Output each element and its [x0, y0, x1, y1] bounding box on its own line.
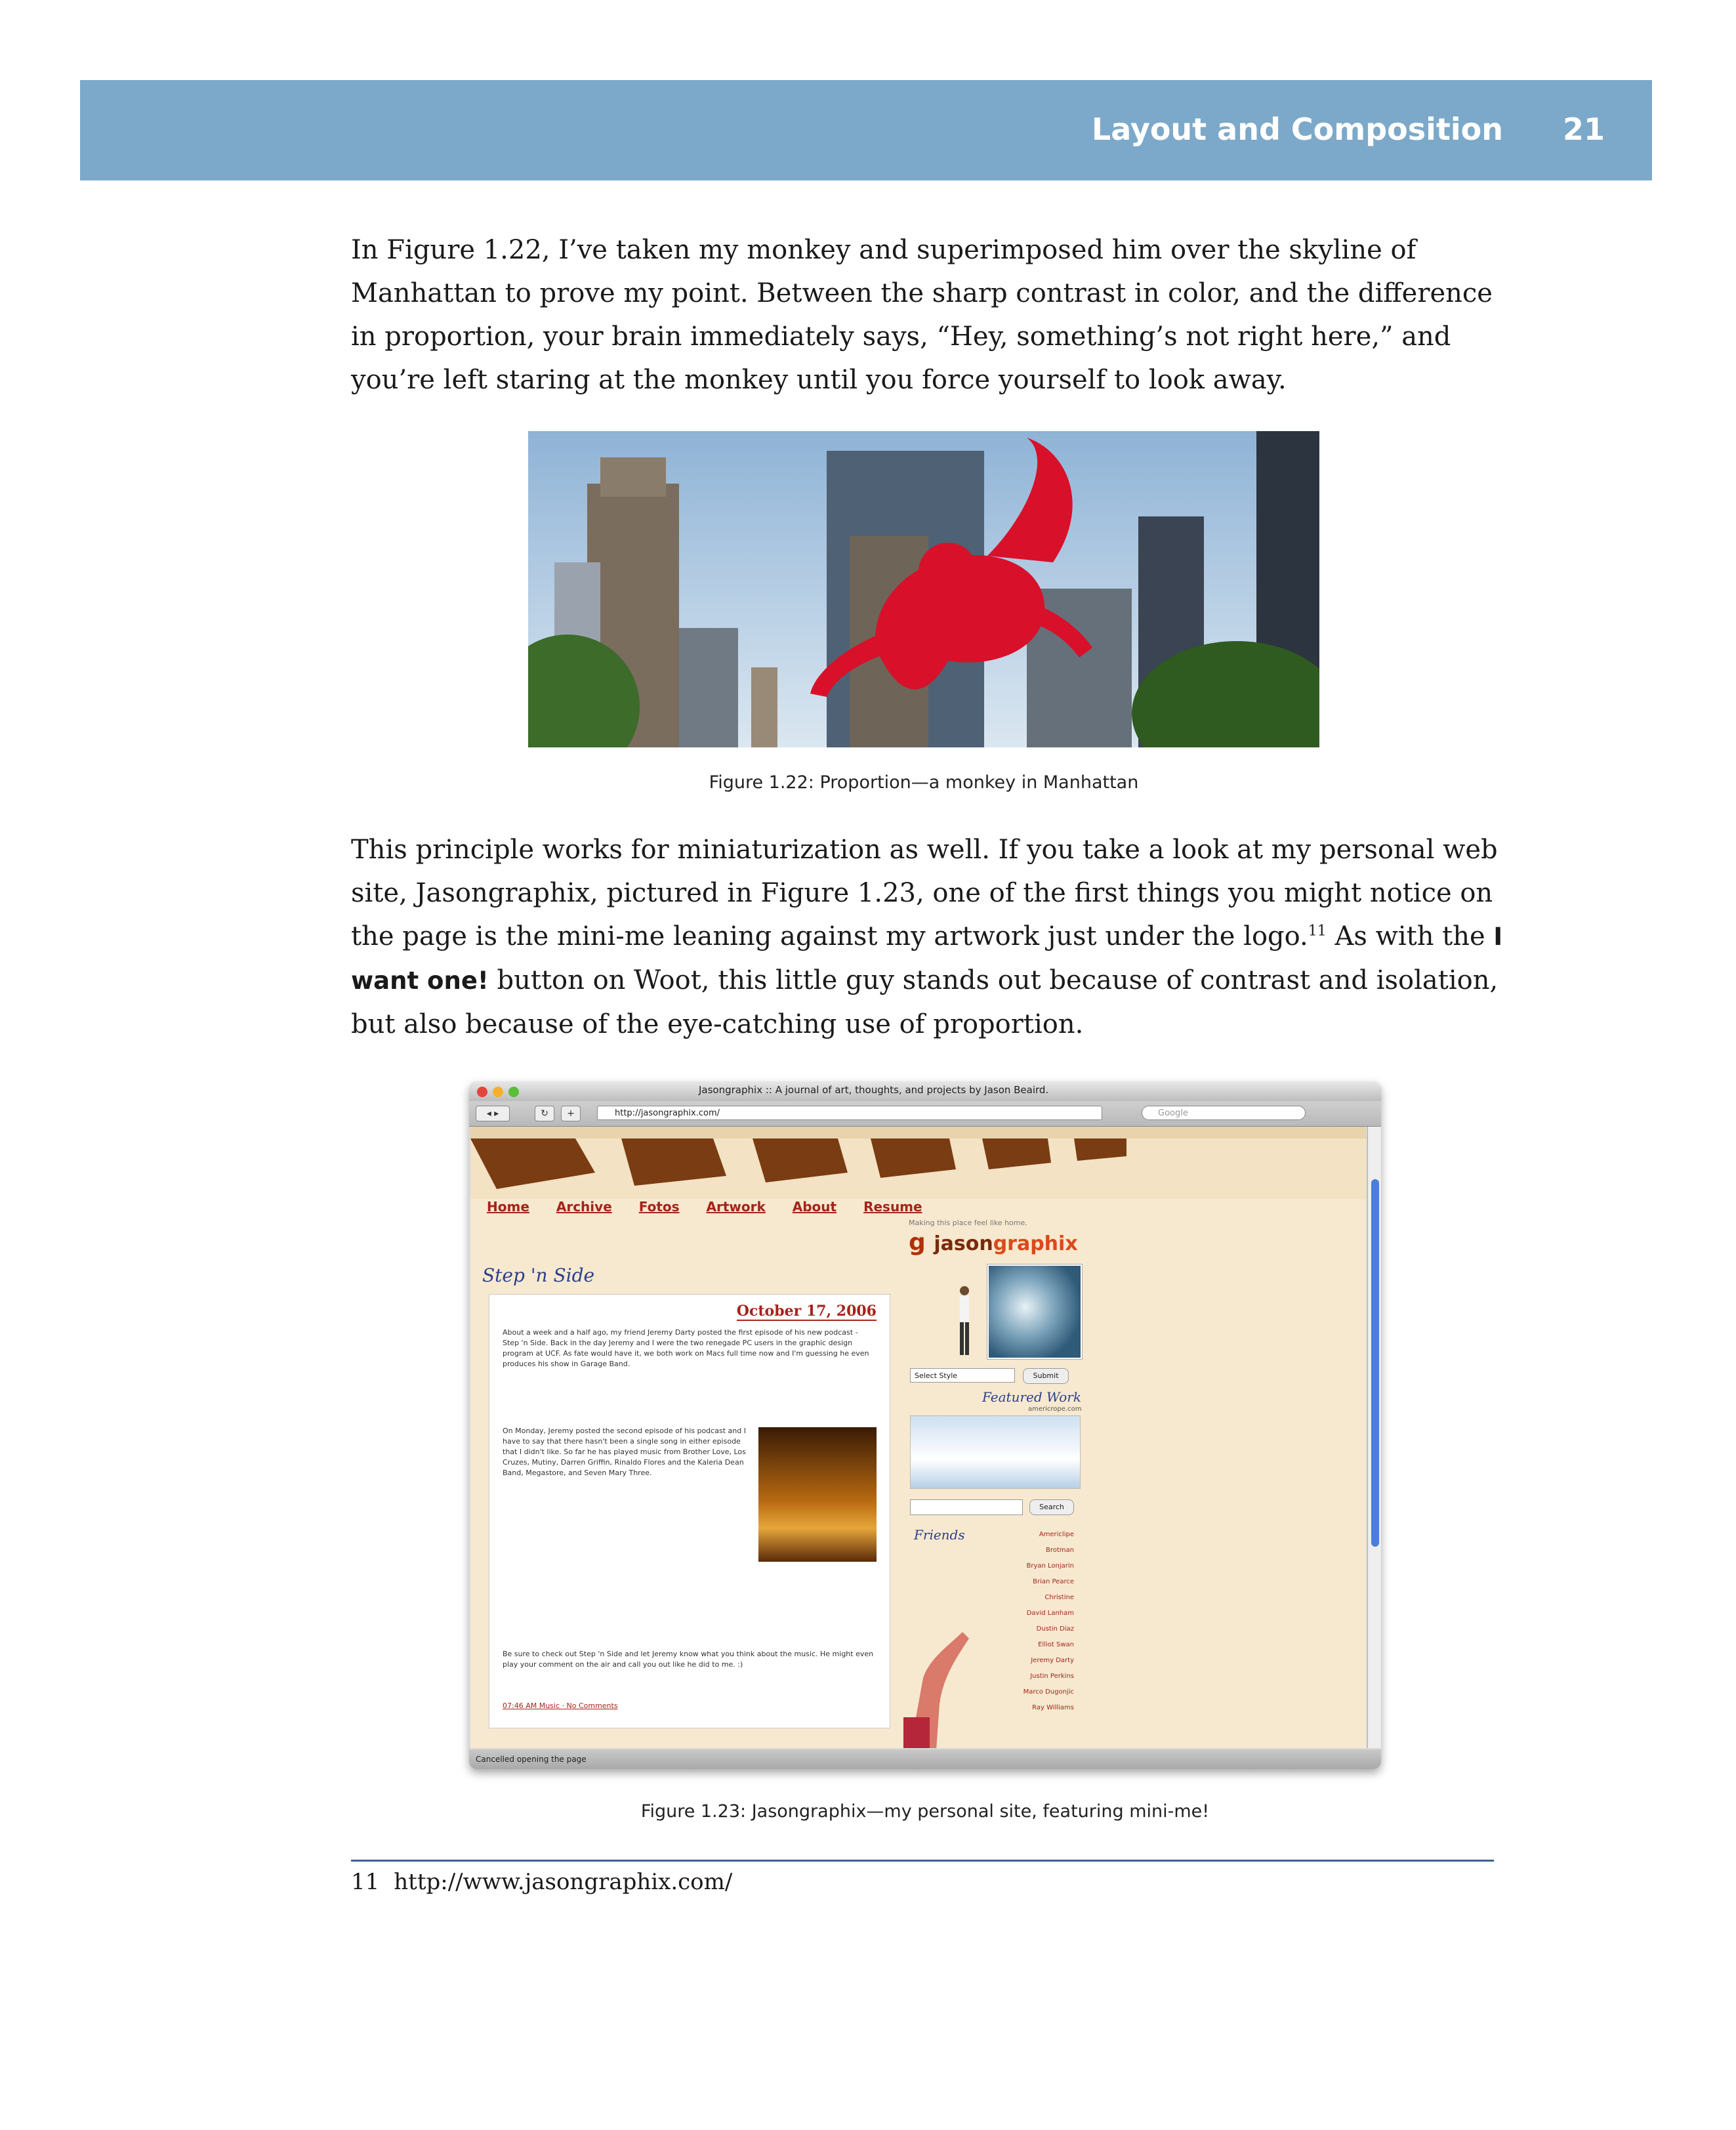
- vertical-scrollbar[interactable]: [1367, 1127, 1381, 1748]
- scrollbar-thumb[interactable]: [1371, 1179, 1379, 1547]
- paragraph-2: [351, 828, 1506, 1046]
- add-bookmark-icon[interactable]: +: [561, 1106, 581, 1121]
- footnote-reference: 11: [1308, 923, 1327, 940]
- friend-link[interactable]: Bryan Lonjarin: [1026, 1562, 1074, 1570]
- wooden-beams-banner: [470, 1127, 1366, 1199]
- footnote: [351, 1869, 732, 1895]
- site-search-button[interactable]: Search: [1029, 1499, 1074, 1515]
- logo-jason: jason: [934, 1232, 993, 1255]
- friend-link[interactable]: Christine: [1044, 1594, 1074, 1601]
- nav-fotos[interactable]: Fotos: [638, 1199, 680, 1215]
- friend-link[interactable]: Marco Dugonjic: [1023, 1688, 1074, 1696]
- paragraph-2-part-3: button on Woot, this little guy stands out because of contrast and isolation, but also because of the eye-catching use of proportion.: [351, 965, 1498, 1039]
- friend-link[interactable]: Dustin Diaz: [1036, 1625, 1074, 1633]
- jasongraphix-logo[interactable]: [909, 1229, 1078, 1256]
- figure-1-22-caption: Figure 1.22: Proportion—a monkey in Manhattan: [709, 772, 1139, 793]
- site-navigation: [487, 1199, 945, 1215]
- friend-link[interactable]: Brotman: [1046, 1547, 1074, 1554]
- logo-g: g: [909, 1229, 926, 1256]
- address-bar[interactable]: http://jasongraphix.com/: [597, 1106, 1102, 1120]
- friend-link[interactable]: Justin Perkins: [1030, 1673, 1074, 1680]
- site-search-input[interactable]: [910, 1499, 1023, 1515]
- featured-work-thumbnail[interactable]: [910, 1415, 1081, 1489]
- paragraph-2-text: [351, 828, 1506, 1046]
- i-want-one-bold: I want one!: [351, 923, 1503, 995]
- manhattan-monkey-image: [528, 431, 1319, 747]
- logo-graphix: graphix: [993, 1232, 1078, 1255]
- hands-artwork-image: [903, 1619, 976, 1748]
- nav-archive[interactable]: Archive: [556, 1199, 612, 1215]
- post-paragraph-1: About a week and a half ago, my friend Jeremy Darty posted the first episode of his new podcast - Step 'n Side. Back in the day Jeremy and I were the two renegade PC users in the graphic design program at UCF. As fate would have it, we both work on Macs full time now and I'm guessing he even produces his show in Garage Band.: [503, 1328, 869, 1368]
- close-window-icon[interactable]: [477, 1087, 487, 1097]
- footnote-url[interactable]: http://www.jasongraphix.com/: [394, 1869, 733, 1895]
- nav-home[interactable]: Home: [487, 1199, 529, 1215]
- paragraph-1-text: In Figure 1.22, I’ve taken my monkey and superimposed him over the skyline of Manhattan to prove my point. Between the sharp contrast in color, and the difference in proportion, your brain immediately says, “Hey, something’s not right here,” and you’re left staring at the monkey until you force yourself to look away.: [351, 235, 1493, 395]
- nav-resume[interactable]: Resume: [863, 1199, 922, 1215]
- browser-toolbar: [469, 1101, 1381, 1127]
- paragraph-2-part-2: As with the: [1326, 921, 1494, 951]
- featured-artwork-photo[interactable]: [987, 1264, 1082, 1359]
- figure-1-23-caption: Figure 1.23: Jasongraphix—my personal site, featuring mini-me!: [640, 1801, 1210, 1822]
- style-select[interactable]: Select Style: [910, 1368, 1015, 1383]
- footnote-number: 11: [351, 1869, 380, 1895]
- post-date: October 17, 2006: [736, 1303, 877, 1320]
- browser-window-title: Jasongraphix :: A journal of art, thoughts, and projects by Jason Beaird.: [699, 1084, 1049, 1096]
- browser-status-bar: Cancelled opening the page: [469, 1749, 1381, 1769]
- minimize-window-icon[interactable]: [493, 1087, 503, 1097]
- paragraph-2-part-1: This principle works for miniaturization as well. If you take a look at my personal web site, Jasongraphix, pictured in Figure 1.23, one of the first things you might notice on the page is the mini-me leaning against my artwork just under the logo.: [351, 835, 1498, 951]
- friends-title: Friends: [914, 1527, 965, 1543]
- post-section-title: Step 'n Side: [482, 1264, 595, 1286]
- browser-window-screenshot: [469, 1081, 1381, 1769]
- friend-link[interactable]: David Lanham: [1026, 1610, 1074, 1617]
- footnote-divider: [351, 1860, 1494, 1862]
- running-head-title: Layout and Composition: [1091, 112, 1503, 147]
- step-n-side-album-image: [758, 1427, 877, 1562]
- site-sidebar: [903, 1219, 1087, 1748]
- post-meta-links[interactable]: 07:46 AM Music · No Comments: [503, 1702, 618, 1710]
- mini-me-figure: [955, 1284, 974, 1363]
- site-tagline: Making this place feel like home.: [909, 1219, 1027, 1227]
- friend-link[interactable]: Brian Pearce: [1033, 1578, 1074, 1585]
- browser-titlebar: [469, 1081, 1381, 1101]
- friend-link[interactable]: Ray Williams: [1032, 1704, 1074, 1711]
- featured-work-title: Featured Work: [982, 1389, 1081, 1405]
- nav-about[interactable]: About: [792, 1199, 837, 1215]
- web-page-viewport: [470, 1127, 1366, 1748]
- blog-post: [489, 1294, 890, 1728]
- friend-link[interactable]: Americlipe: [1039, 1531, 1074, 1538]
- friend-link[interactable]: Elliot Swan: [1038, 1641, 1074, 1648]
- nav-artwork[interactable]: Artwork: [706, 1199, 766, 1215]
- featured-work-subtitle: americrope.com: [1028, 1406, 1082, 1413]
- zoom-window-icon[interactable]: [508, 1087, 519, 1097]
- figure-monkey-manhattan: [528, 431, 1319, 747]
- search-field[interactable]: Google: [1142, 1106, 1306, 1120]
- paragraph-1: [351, 228, 1506, 402]
- style-submit-button[interactable]: Submit: [1023, 1368, 1069, 1384]
- reload-icon[interactable]: ↻: [535, 1106, 554, 1121]
- friends-list: [1023, 1527, 1074, 1716]
- post-paragraph-2: On Monday, Jeremy posted the second episode of his podcast and I have to say that there hasn't been a single song in either episode that I didn't like. So far he has played music from Brother Love, Los Cruzes, Mutiny, Darren Griffin, Rinaldo Flores and the Kaleria Dean Band, Megastore, and Seven Mary Three.: [503, 1427, 746, 1477]
- friend-link[interactable]: Jeremy Darty: [1031, 1657, 1074, 1664]
- post-paragraph-3: Be sure to check out Step 'n Side and let Jeremy know what you think about the music. He might even play your comment on the air and call you out like he did to me. :): [503, 1650, 874, 1669]
- page-number: 21: [1562, 112, 1605, 147]
- back-forward-button[interactable]: ◂ ▸: [476, 1106, 510, 1121]
